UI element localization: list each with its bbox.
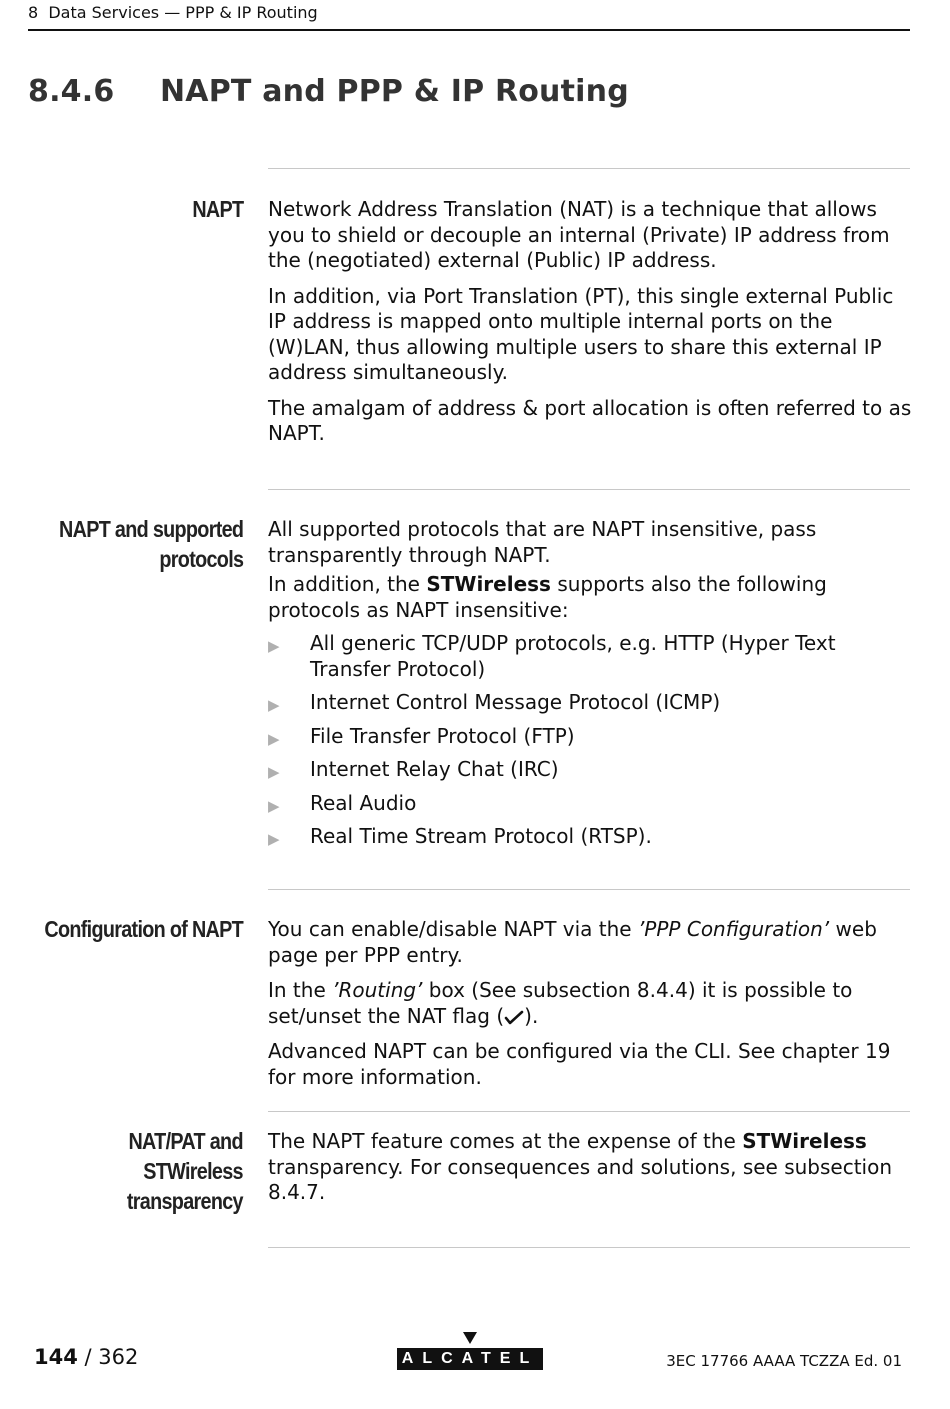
divider xyxy=(268,889,910,890)
bullet-arrow-icon: ▶ xyxy=(268,796,280,815)
running-header xyxy=(28,3,910,31)
document-reference: 3EC 17766 AAAA TCZZA Ed. 01 xyxy=(666,1352,902,1370)
alcatel-logo xyxy=(397,1332,543,1370)
section-title-text: NAPT and PPP & IP Routing xyxy=(160,74,629,109)
protocol-list xyxy=(268,631,912,850)
bullet-arrow-icon: ▶ xyxy=(268,729,280,748)
page-number: 144 / 362 xyxy=(34,1345,139,1369)
paragraph: Advanced NAPT can be configured via the CLI. See chapter 19 for more information. xyxy=(268,1039,891,1089)
list-item: ▶ Internet Control Message Protocol (ICMP) xyxy=(268,690,912,716)
bullet-arrow-icon: ▶ xyxy=(268,763,280,781)
list-item: ▶ Real Audio xyxy=(268,791,912,817)
divider xyxy=(268,1247,910,1248)
bullet-arrow-icon: ▶ xyxy=(268,696,280,714)
protocols-section xyxy=(268,517,912,858)
side-heading-napt: NAPT xyxy=(191,196,243,222)
chapter-number: 8 xyxy=(28,3,39,22)
brand-name: STWireless xyxy=(426,572,551,596)
paragraph: All supported protocols that are NAPT insensitive, pass transparently through NAPT. xyxy=(268,517,817,567)
side-heading-supported-protocols: NAPT and supported protocols xyxy=(58,516,243,572)
configuration-section xyxy=(268,917,912,1100)
paragraph: The amalgam of address & port allocation is often referred to as NAPT. xyxy=(268,395,912,445)
paragraph: The NAPT feature comes at the expense of the STWireless transparency. For consequences and solutions, see subsection 8.4.7. xyxy=(268,1129,893,1204)
side-heading-configuration: Configuration of NAPT xyxy=(44,916,243,942)
list-item: ▶ File Transfer Protocol (FTP) xyxy=(268,724,912,750)
list-item: ▶ All generic TCP/UDP protocols, e.g. HTTP (Hyper Text Transfer Protocol) xyxy=(268,631,836,681)
divider xyxy=(268,168,910,169)
transparency-section xyxy=(268,1129,912,1216)
paragraph: In addition, the STWireless supports also the following protocols as NAPT insensitive: xyxy=(268,572,827,622)
bullet-arrow-icon: ▶ xyxy=(268,637,280,655)
divider xyxy=(268,489,910,490)
list-item: ▶ Internet Relay Chat (IRC) xyxy=(268,757,912,783)
side-heading-transparency: NAT/PAT and STWireless transparency xyxy=(127,1128,243,1214)
napt-section xyxy=(268,197,912,457)
chapter-title: Data Services — PPP & IP Routing xyxy=(48,3,318,22)
paragraph: In addition, via Port Translation (PT), this single external Public IP address is mapped onto multiple internal ports on the (W)LAN, thus allowing multiple users to share this external IP address simultaneously. xyxy=(268,283,894,384)
brand-name: STWireless xyxy=(742,1129,867,1153)
section-title xyxy=(28,74,629,109)
logo-triangle-icon xyxy=(463,1332,477,1344)
divider xyxy=(268,1111,910,1112)
section-number: 8.4.6 xyxy=(28,74,115,109)
logo-text: ALCATEL xyxy=(397,1348,543,1370)
list-item: ▶ Real Time Stream Protocol (RTSP). xyxy=(268,824,912,850)
paragraph: Network Address Translation (NAT) is a technique that allows you to shield or decouple an internal (Private) IP address from the (negotiated) external (Public) IP address. xyxy=(268,197,890,272)
paragraph: In the ’Routing’ box (See subsection 8.4.4) it is possible to set/unset the NAT flag ( ). xyxy=(268,978,853,1028)
paragraph: You can enable/disable NAPT via the ’PPP Configuration’ web page per PPP entry. xyxy=(268,917,877,967)
checkmark-icon xyxy=(504,1009,524,1025)
bullet-arrow-icon: ▶ xyxy=(268,830,280,848)
